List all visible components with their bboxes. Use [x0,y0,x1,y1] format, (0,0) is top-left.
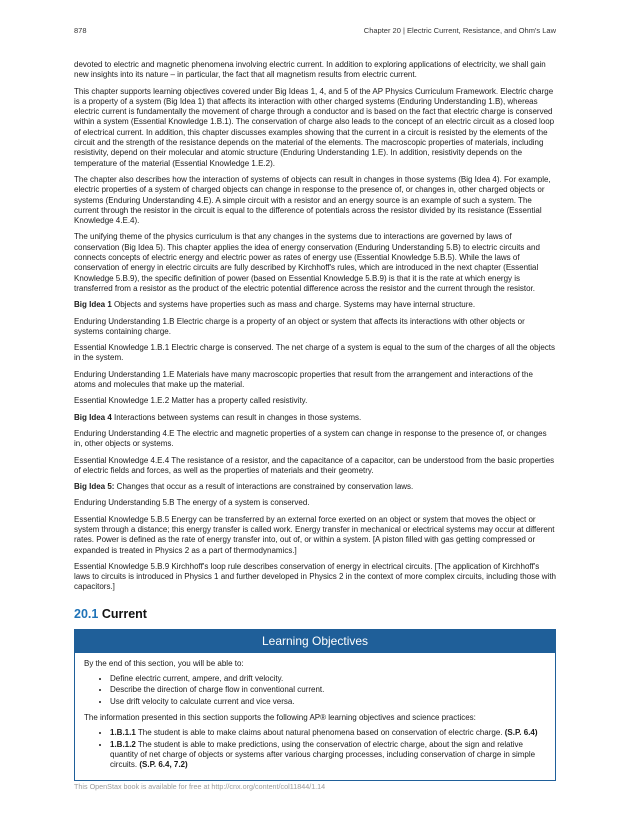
essential-knowledge-4e4: Essential Knowledge 4.E.4 The resistance of a resistor, and the capacitance of a capacitor, can be understood from the basic properties of electric fields and forces, as well as the properties of materials and their geometry. [74,455,555,475]
essential-knowledge-1e2: Essential Knowledge 1.E.2 Matter has a property called resistivity. [74,396,308,406]
big-idea-5: Big Idea 5: Changes that occur as a result of interactions are constrained by conservation laws. [74,482,414,492]
enduring-understanding-5b: Enduring Understanding 5.B The energy of a system is conserved. [74,498,310,508]
body-paragraph: The chapter also describes how the interaction of systems of objects can result in changes in those systems (Big Idea 4). For example, electric properties of a system of charged objects can change in response to the presence of, or changes in, other charged objects or systems (Enduring Understanding 4.E). A simple circuit with a resistor and an energy source is an example of such a system. The current through the resistor in the circuit is equal to the difference of potentials across the resistor divided by its resistance (Essential Knowledge 4.E.4). [74,174,551,226]
big-idea-4: Big Idea 4 Interactions between systems can result in changes in those systems. [74,412,362,422]
enduring-understanding-1e: Enduring Understanding 1.E Materials have many macroscopic properties that result from the arrangement and interactions of the atoms and molecules that make up the material. [74,369,533,390]
body-paragraph: devoted to electric and magnetic phenomena involving electric current. In addition to exploring applications of electricity, we shall gain new insights into its nature – in particular, the fact that all magnetism results from electric current. [74,60,546,80]
section-number: 20.1 [74,606,99,621]
page-footer: This OpenStax book is available for free at http://cnx.org/content/col11844/1.14 [74,782,326,791]
body-paragraph: The unifying theme of the physics curriculum is that any changes in the systems due to interactions are governed by laws of conservation (Big Idea 5). This chapter applies the idea of energy conservation (Enduring Understanding 5.B) to electric circuits and connects concepts of electric energy and electric power as rates of energy use (Essential Knowledge 5.B.5). While the laws of conservation of energy in electric circuits are fully described by Kirchhoff's rules, which are introduced in the next chapter (Essential Knowledge 5.B.9), the specific definition of power (based on Essential Knowledge 5.B.9) is that it is the rate at which energy is transferred from a resistor as the product of the electric potential difference across the resistor and the current through the resistor. [74,232,540,293]
page-body [74,60,556,781]
objective-item: • Describe the direction of charge flow in conventional current. [110,685,546,695]
running-header [74,26,556,38]
ap-objectives-list [84,728,546,770]
ap-objective-item: • 1.B.1.2 The student is able to make predictions, using the conservation of electric charge, about the sign and relative quantity of net charge of objects or systems after various charging processes, including conservation of charge in simple circuits. (S.P. 6.4, 7.2) [110,740,546,771]
learning-objectives-body [75,653,555,781]
big-idea-1: Big Idea 1 Objects and systems have properties such as mass and charge. Systems may have internal structure. [74,300,476,310]
objective-item: • Define electric current, ampere, and drift velocity. [110,674,546,684]
essential-knowledge-1b1: Essential Knowledge 1.B.1 Electric charge is conserved. The net charge of a system is equal to the sum of the charges of all the objects in the system. [74,343,556,363]
section-heading [74,607,556,621]
essential-knowledge-5b9: Essential Knowledge 5.B.9 Kirchhoff's loop rule describes conservation of energy in electrical circuits. [The application of Kirchhoff's laws to circuits is introduced in Physics 1 and further developed in Physics 2 in the context of more complex circuits, including those with capacitors.] [74,561,557,592]
objective-item: • Use drift velocity to calculate current and vice versa. [110,697,546,707]
objectives-intro: By the end of this section, you will be able to: [84,658,244,668]
enduring-understanding-4e: Enduring Understanding 4.E The electric and magnetic properties of a system can change in response to the presence of, or changes in, other objects or systems. [74,428,547,449]
enduring-understanding-1b: Enduring Understanding 1.B Electric charge is a property of an object or system that affects its interactions with other objects or systems containing charge. [74,316,525,336]
body-paragraph: This chapter supports learning objectives covered under Big Ideas 1, 4, and 5 of the AP Physics Curriculum Framework. Electric charge is a property of a system (Big Idea 1) that affects its interaction with other charged systems (Enduring Understanding 1.B), whereas electric current is fundamentally the movement of charge through a conductor and is based on the fact that electric charge is conserved within a system (Essential Knowledge 1.B.1). The conservation of charge also leads to the concept of an electric circuit as a closed loop of electrical current. In addition, this chapter discusses examples showing that the current in a circuit is resisted by the elements of the circuit and the strength of the resistance depends on the material of the elements. The macroscopic properties of materials, including resistivity, depend on their molecular and atomic structure (Enduring Understanding 1.E). In addition, resistivity depends on the temperature of the material (Essential Knowledge 1.E.2). [74,86,555,168]
learning-objectives-heading: Learning Objectives [75,630,555,653]
ap-objective-item: • 1.B.1.1 The student is able to make claims about natural phenomena based on conservation of electric charge. (S.P. 6.4) [110,728,546,738]
page-number: 878 [74,26,87,35]
chapter-title: Chapter 20 | Electric Current, Resistance, and Ohm's Law [363,26,556,35]
ap-objectives-intro: The information presented in this section supports the following AP® learning objectives and science practices: [84,712,476,722]
essential-knowledge-5b5: Essential Knowledge 5.B.5 Energy can be transferred by an external force exerted on an object or system that moves the object or system through a distance; this energy transfer is called work. Energy transfer in mechanical or electrical systems may occur at different rates. Power is defined as the rate of energy transfer into, out of, or within a system. [A piston filled with gas getting compressed or expanded is treated in Physics 2 as a part of thermodynamics.] [74,514,555,555]
objectives-list [84,674,546,707]
learning-objectives-box [74,629,556,782]
section-title: Current [101,606,147,621]
